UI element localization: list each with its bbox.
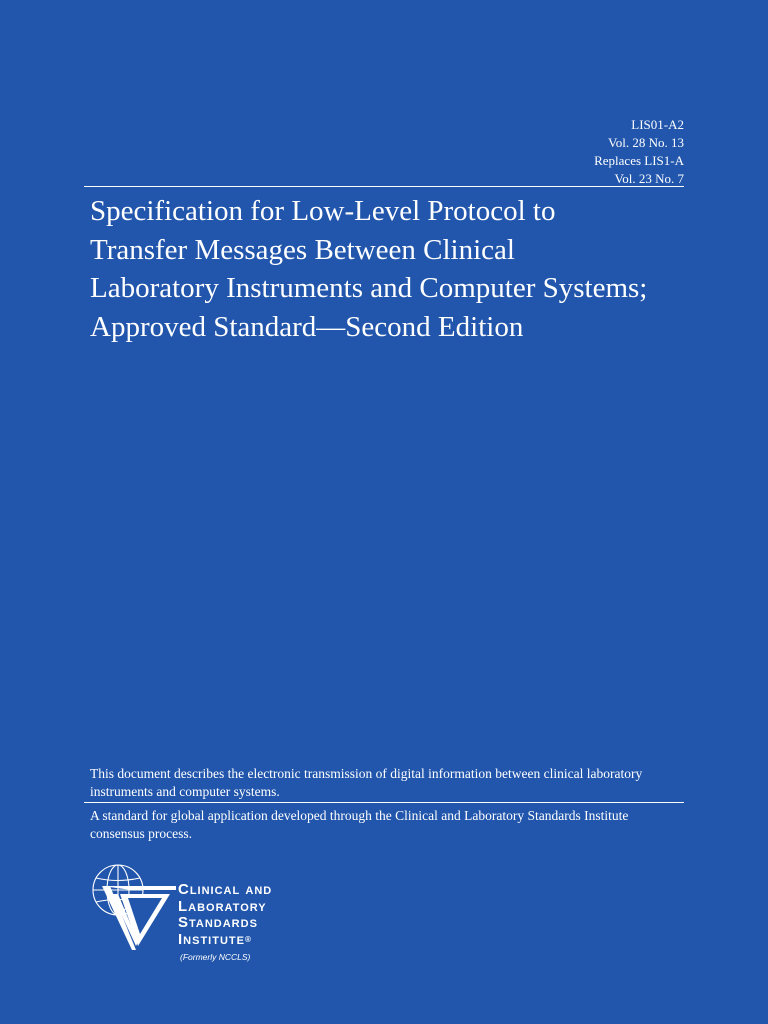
- document-code: LIS01-A2: [631, 117, 684, 132]
- document-title: Specification for Low-Level Protocol to Transfer Messages Between Clinical Laboratory Instruments and Computer Systems; Approved Standard—Second Edition: [90, 195, 648, 343]
- standard-note: A standard for global application developed through the Clinical and Laboratory Standards Institute consensus process.: [90, 808, 629, 841]
- replaces-label: Replaces LIS1-A: [594, 153, 684, 168]
- logo-line-clinical: Clinical and: [178, 881, 273, 898]
- logo-line-standards: Standards: [178, 914, 258, 931]
- replaces-volume: Vol. 23 No. 7: [614, 171, 684, 186]
- globe-icon: [90, 860, 176, 952]
- logo-line-laboratory: Laboratory: [178, 897, 267, 915]
- bottom-divider: [84, 802, 684, 803]
- registered-mark: ®: [244, 934, 251, 944]
- top-divider: [84, 186, 684, 187]
- clsi-logo: [90, 860, 390, 970]
- volume-number: Vol. 28 No. 13: [608, 135, 684, 150]
- formerly-note: (Formerly NCCLS): [180, 952, 251, 962]
- logo-wordmark: [178, 882, 272, 948]
- document-identifier: [594, 116, 684, 188]
- logo-line-institute: Institute: [178, 930, 245, 948]
- document-description: This document describes the electronic transmission of digital information between clinical laboratory instruments and computer systems.: [90, 766, 643, 799]
